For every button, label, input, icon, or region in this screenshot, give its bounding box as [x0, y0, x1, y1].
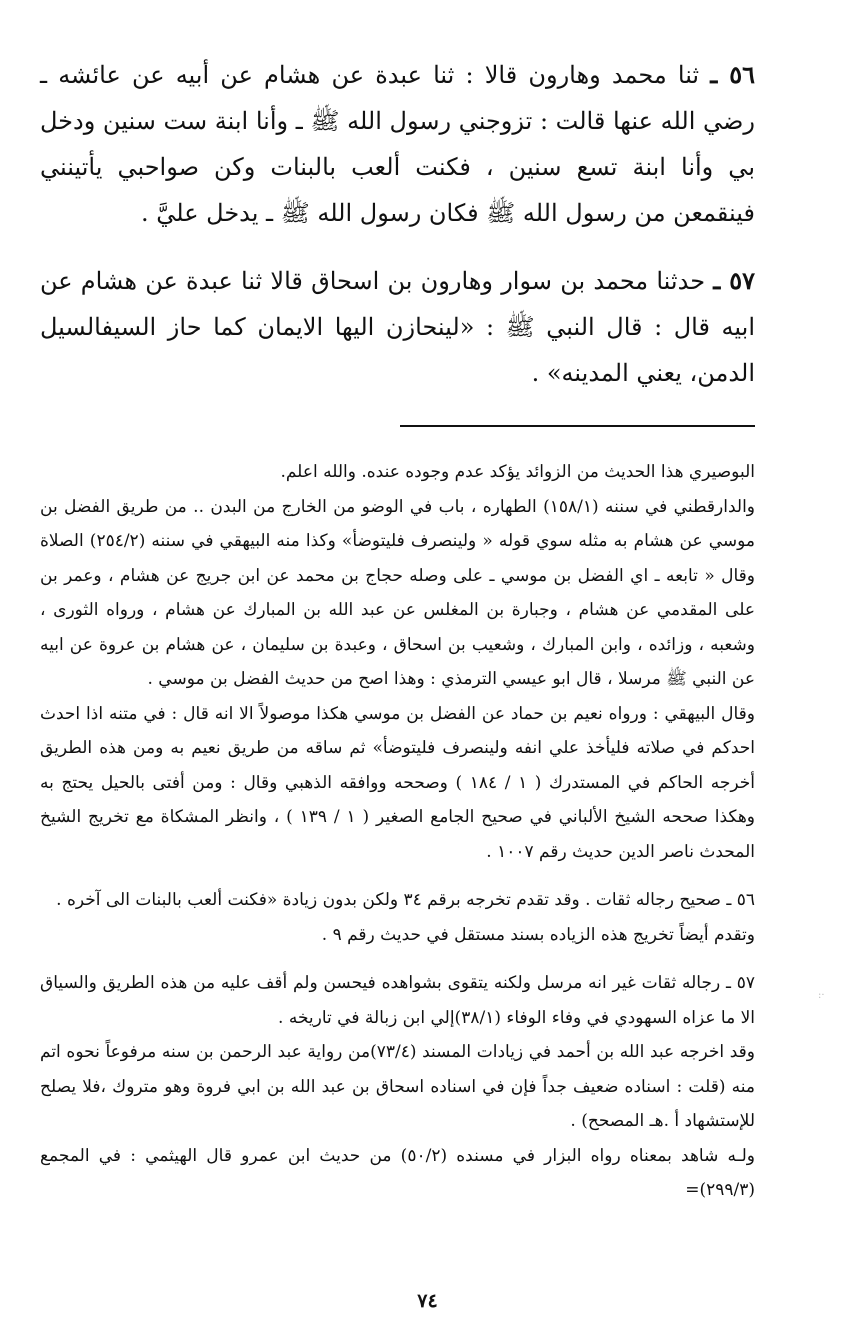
footnote-para-6: ٥٧ ـ رجاله ثقات غير انه مرسل ولكنه يتقوى بشواهده فيحسن ولم أقف عليه من هذه الطريق والسياق الا ما عزاه السهودي في وفاء الوفاء (٣٨/١)إلي ابن زبالة في تاريخه .	[40, 973, 755, 1028]
hadith-56	[40, 52, 755, 236]
footnote-para-5: وتقدم أيضاً تخريج هذه الزياده بسند مستقل في حديث رقم ٩ .	[321, 924, 755, 945]
page-number: ٧٤	[417, 1290, 438, 1312]
footnote-para-4: ٥٦ ـ صحيح رجاله ثقات . وقد تقدم تخرجه برقم ٣٤ ولكن بدون زيادة «فكنت ألعب بالبنات الى آخره .	[56, 890, 755, 910]
scan-speck: ·:	[818, 990, 825, 1001]
hadith-57	[40, 258, 755, 396]
spacer	[40, 952, 755, 966]
footnote-para-3: وقال البيهقي : ورواه نعيم بن حماد عن الفضل بن موسي هكذا موصولاً الا انه قال : في متنه اذا احدث احدكم في صلاته فليأخذ علي انفه ولينصرف فليتوضأ» ثم ساقه من طريق نعيم به ومن هذه الطريق أخرجه الحاكم في المستدرك ( ١ / ١٨٤ ) وصححه ووافقه الذهبي وقال : ومن أفتى بالحيل يحتج به وهكذا صححه الشيخ الألباني في صحيح الجامع الصغير ( ١ / ١٣٩ ) ، وانظر المشكاة مع تخريج الشيخ المحدث ناصر الدين حديث رقم ١٠٠٧ .	[40, 703, 755, 862]
footnote-line-1: البوصيري هذا الحديث من الزوائد يؤكد عدم وجوده عنده. والله اعلم.	[280, 462, 755, 482]
footnote-para-2: والدارقطني في سننه (١٥٨/١) الطهاره ، باب في الوضو من الخارج من البدن .. من طريق الفضل بن موسي عن هشام به مثله سوي قوله « ولينصرف فليتوضأ» وكذا منه البيهقي في سننه (٢٥٤/٢) الصلاة وقال « تابعه ـ اي الفضل بن موسي ـ على وصله حجاج بن محمد عن ابن جريج عن هشام ، وعمر بن على المقدمي عن هشام ، وجبارة بن المغلس عن عبد الله بن المبارك عن هشام ، ورواه الثورى ، وشعبه ، وزائده ، وابن المبارك ، وشعيب بن اسحاق ، وعبدة بن سليمان ، عن هشام بن عروة عن ابيه عن النبي ﷺ مرسلا ، قال ابو عيسي الترمذي : وهذا اصح من حديث الفضل بن موسي .	[40, 496, 756, 689]
hadith-56-number: ٥٦ ـ	[710, 60, 755, 89]
hadith-57-text: حدثنا محمد بن سوار وهارون بن اسحاق قالا ثنا عبدة عن هشام عن ابيه قال : قال النبي ﷺ : «لينحازن اليها الايمان كما حاز السيفالسيل الدمن، يعني المدينه» .	[40, 267, 755, 387]
hadith-57-number: ٥٧ ـ	[713, 266, 756, 295]
footnote-divider	[400, 425, 755, 427]
footnote-para-8: ولـه شاهد بمعناه رواه البزار في مسنده (٥٠/٢) من حديث ابن عمرو قال الهيثمي : في المجمع (٢٩٩/٣)=	[40, 1145, 755, 1200]
footnote-para-7: وقد اخرجه عبد الله بن أحمد في زيادات المسند (٧٣/٤)من رواية عبد الرحمن بن سنه مرفوعاً نحوه اتم منه (قلت : اسناده ضعيف جداً فإن في اسناده اسحاق بن عبد الله بن ابي فروة وهو متروك ،فلا يصلح للإستشهاد أ .هـ المصحح) .	[40, 1042, 755, 1131]
hadith-56-text: ثنا محمد وهارون قالا : ثنا عبدة عن هشام عن أبيه عن عائشه ـ رضي الله عنها قالت : تزوجني رسول الله ﷺ ـ وأنا ابنة ست سنين ودخل بي وأنا ابنة تسع سنين ، فكنت ألعب بالبنات وكن صواحبي يأتينني فينقمعن من رسول الله ﷺ فكان رسول الله ﷺ ـ يدخل عليَّ .	[40, 61, 755, 227]
spacer	[40, 869, 755, 883]
footnotes	[40, 455, 755, 1208]
